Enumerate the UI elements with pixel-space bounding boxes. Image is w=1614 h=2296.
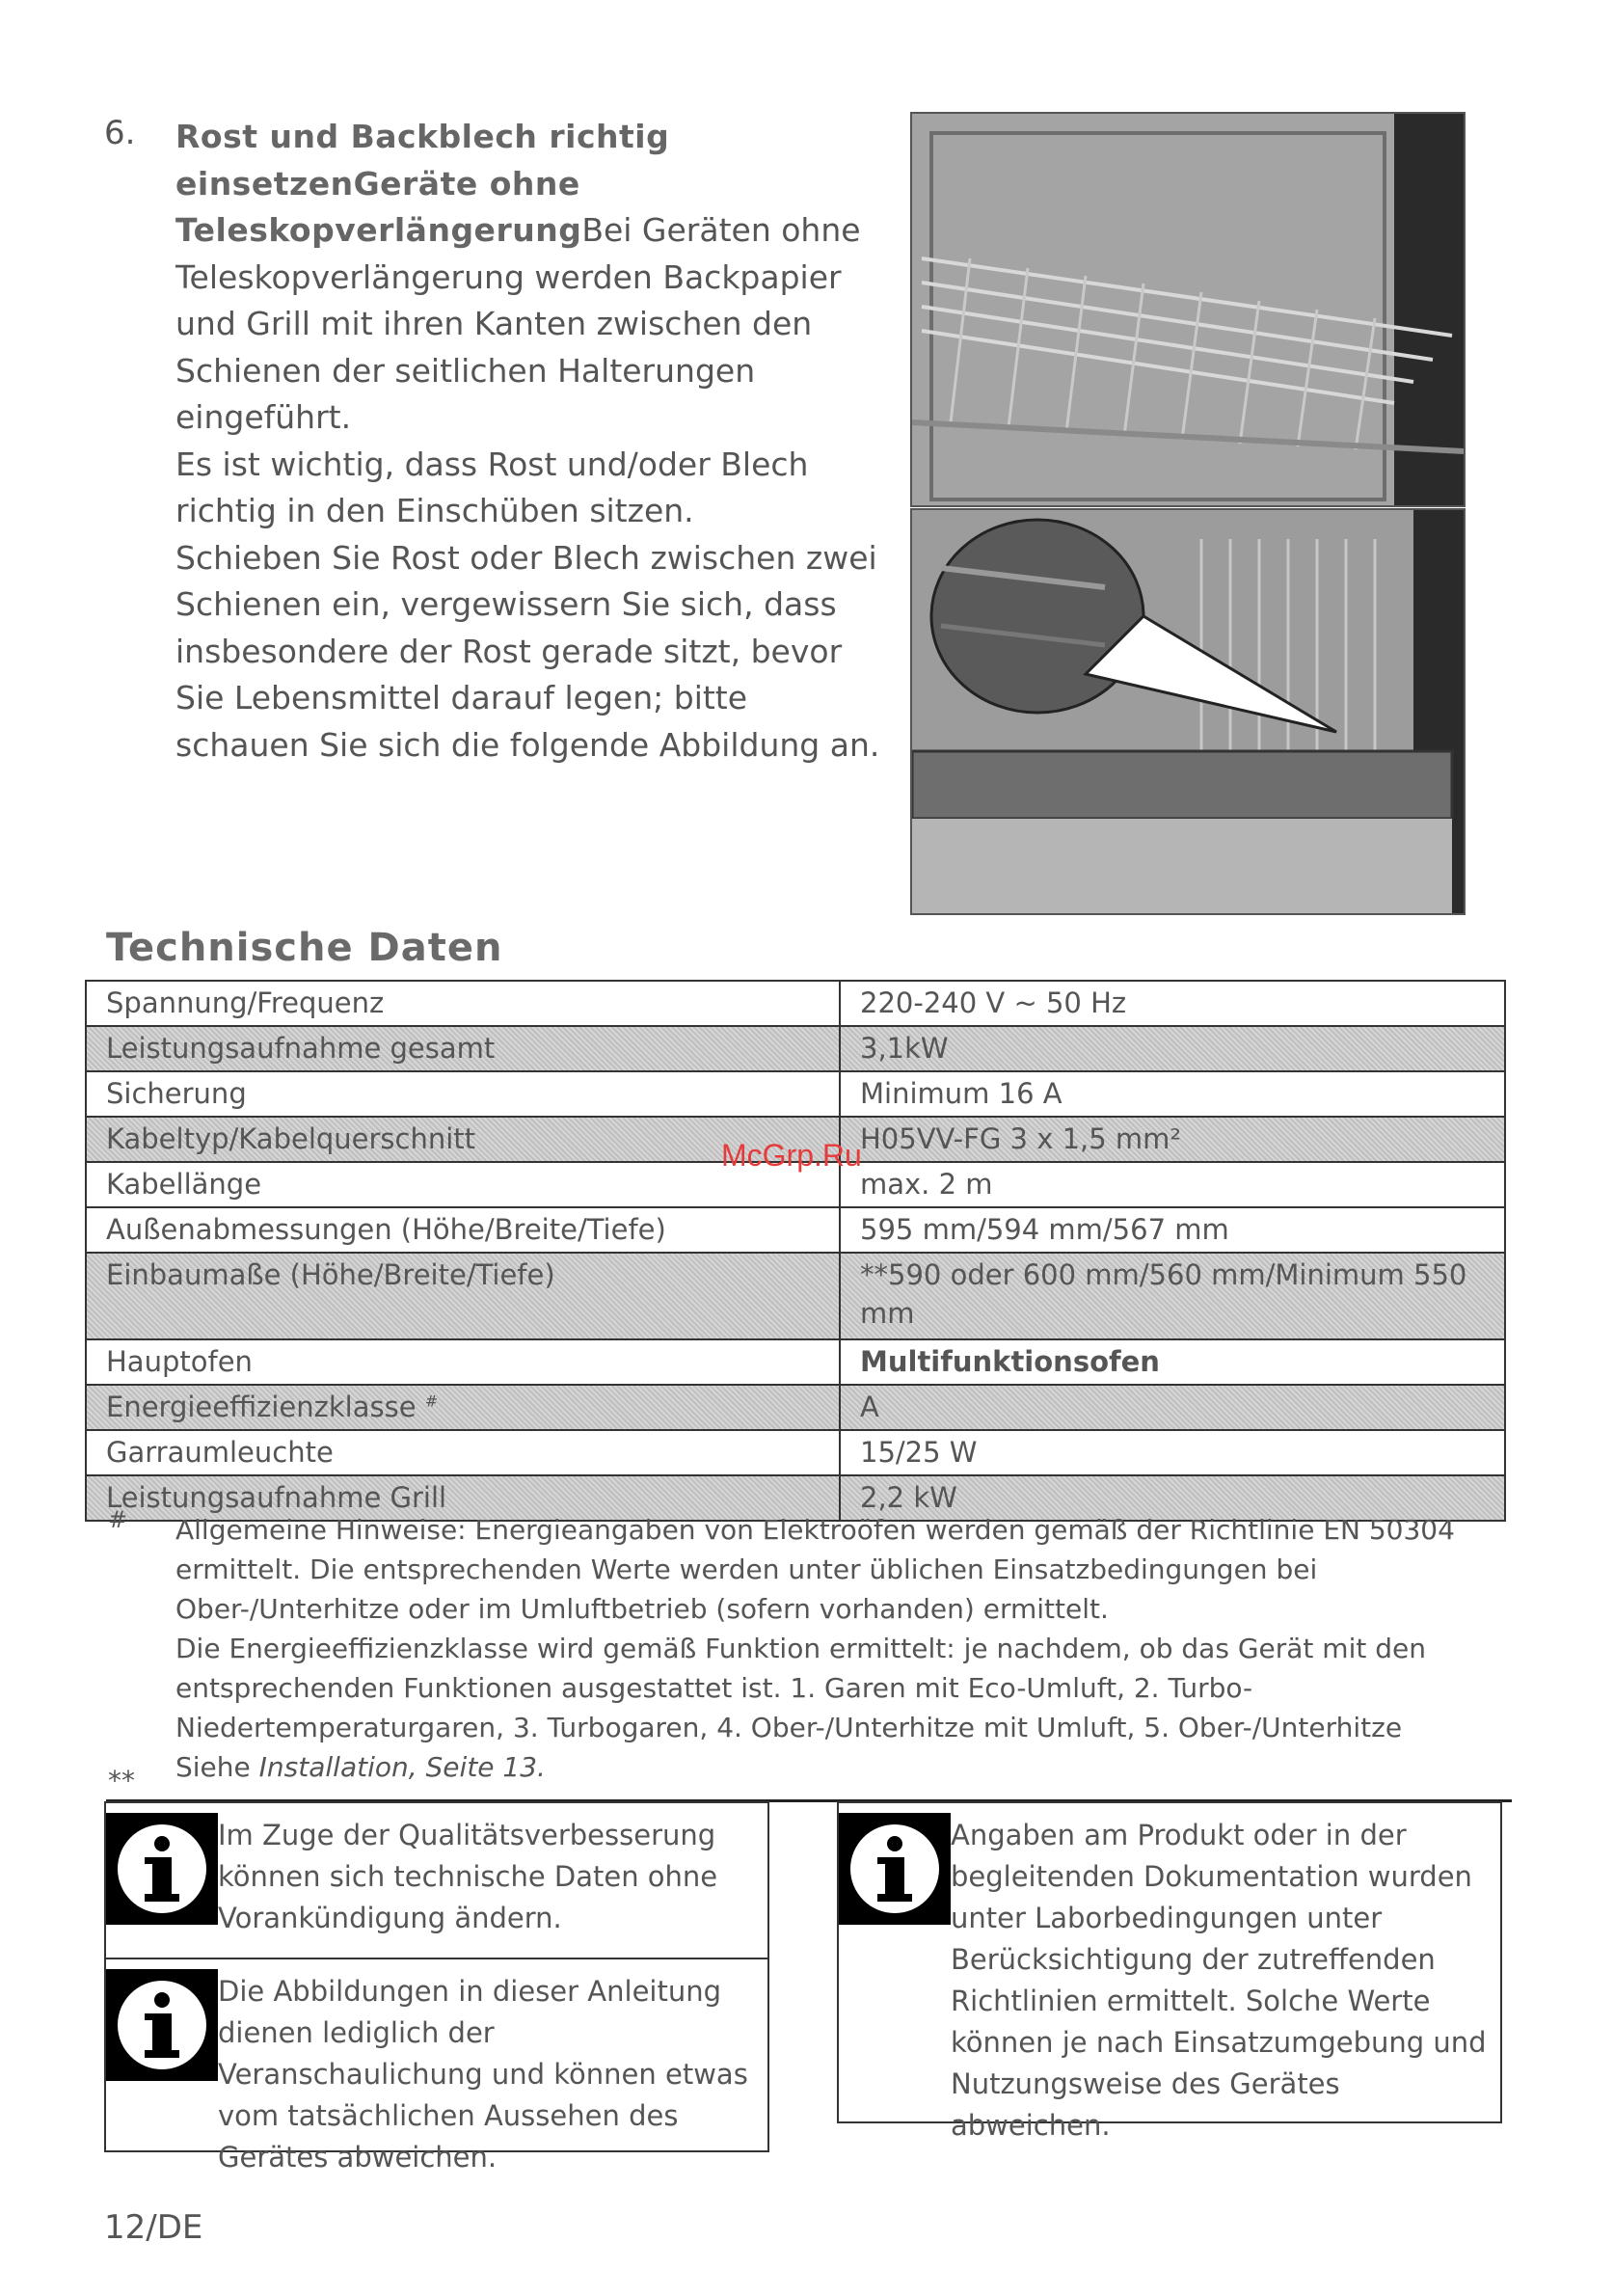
spec-value: max. 2 m	[840, 1162, 1505, 1207]
step-body-2: Es ist wichtig, dass Rost und/oder Blech richtig in den Einschüben sitzen.	[175, 445, 809, 529]
footnote-mark-hash: #	[108, 1506, 128, 1533]
step-number: 6.	[104, 114, 136, 152]
info-box-divider	[106, 1958, 767, 1959]
table-row	[86, 1253, 1505, 1339]
footnote-installation: Siehe Installation, Seite 13.	[175, 1751, 546, 1783]
spec-label: Hauptofen	[86, 1339, 840, 1385]
spec-value	[840, 1339, 1505, 1385]
step-body-1: Bei Geräten ohne Teleskopverlängerung werden Backpapier und Grill mit ihren Kanten zwischen den Schienen der seitlichen Halterungen eingeführt.	[175, 211, 861, 436]
spec-label: Einbaumaße (Höhe/Breite/Tiefe)	[86, 1253, 840, 1339]
spec-value: 2,2 kW	[840, 1475, 1505, 1521]
spec-value: 595 mm/594 mm/567 mm	[840, 1207, 1505, 1253]
spec-value: A	[840, 1385, 1505, 1430]
tech-specs-table	[85, 980, 1506, 1522]
table-row	[86, 1071, 1505, 1117]
step-body-3: Schieben Sie Rost oder Blech zwischen zwei Schienen ein, vergewissern Sie sich, dass insbesondere der Rost gerade sitzt, bevor Sie Lebensmittel darauf legen; bitte schauen Sie sich die folgende Abbildung an.	[175, 538, 880, 764]
info-box-left	[104, 1801, 769, 2174]
info-text-quality: Im Zuge der Qualitätsverbesserung können sich technische Daten ohne Vorankündigung ändern.	[218, 1819, 718, 1934]
spec-value: 3,1kW	[840, 1026, 1505, 1071]
spec-value: **590 oder 600 mm/560 mm/Minimum 550 mm	[840, 1253, 1505, 1339]
spec-label-cell	[86, 1385, 840, 1430]
spec-value-bold: Multifunktionsofen	[860, 1345, 1160, 1378]
step-title: Rost und Backblech richtig einsetzenGeräte ohne Teleskopverlängerung	[175, 118, 670, 249]
step-text	[175, 114, 889, 769]
page-number: 12/DE	[104, 2208, 203, 2247]
spec-label: Außenabmessungen (Höhe/Breite/Tiefe)	[86, 1207, 840, 1253]
spec-label: Spannung/Frequenz	[86, 981, 840, 1026]
spec-label: Kabellänge	[86, 1162, 840, 1207]
table-row	[86, 1385, 1505, 1430]
spec-label: Sicherung	[86, 1071, 840, 1117]
table-row	[86, 1207, 1505, 1253]
info-icon	[106, 1813, 218, 1925]
spec-label: Kabeltyp/Kabelquerschnitt	[86, 1117, 840, 1162]
spec-label: Garraumleuchte	[86, 1430, 840, 1475]
table-row	[86, 1339, 1505, 1385]
footnotes	[175, 1510, 1506, 1787]
table-row	[86, 1026, 1505, 1071]
footnote-general: Allgemeine Hinweise: Energieangaben von Elektroöfen werden gemäß der Richtlinie EN 50304 ermittelt. Die entsprechenden Werte werden unter üblichen Einsatzbedingungen bei Ober-/Unterhitze oder im Umluftbetrieb (sofern vorhanden) ermittelt.	[175, 1514, 1455, 1625]
spec-label: Leistungsaufnahme Grill	[86, 1475, 840, 1521]
section-title: Technische Daten	[106, 926, 503, 970]
spec-label: Leistungsaufnahme gesamt	[86, 1026, 840, 1071]
spec-label: Energieeffizienzklasse	[106, 1391, 417, 1423]
info-text-illustrations: Die Abbildungen in dieser Anleitung dienen lediglich der Veranschaulichung und können etwas vom tatsächlichen Aussehen des Gerätes abweichen.	[218, 1975, 748, 2174]
info-icon	[106, 1969, 218, 2081]
spec-value: H05VV-FG 3 x 1,5 mm²	[840, 1117, 1505, 1162]
spec-value: 15/25 W	[840, 1430, 1505, 1475]
installation-link[interactable]: Installation, Seite 13.	[258, 1751, 546, 1783]
footnote-mark: #	[424, 1391, 439, 1411]
info-box-right	[837, 1801, 1502, 2142]
table-row	[86, 1430, 1505, 1475]
info-icon	[839, 1813, 951, 1925]
table-row	[86, 981, 1505, 1026]
spec-value: 220-240 V ~ 50 Hz	[840, 981, 1505, 1026]
spec-value: Minimum 16 A	[840, 1071, 1505, 1117]
footnote-energy-class: Die Energieeffizienzklasse wird gemäß Funktion ermittelt: je nachdem, ob das Gerät mit den entsprechenden Funktionen ausgestattet ist. 1. Garen mit Eco-Umluft, 2. Turbo-Niedertemperaturgaren, 3. Turbogaren, 4. Ober-/Unterhitze mit Umluft, 5. Ober-/Unterhitze	[175, 1633, 1426, 1743]
oven-rack-photo	[910, 112, 1466, 507]
oven-tray-photo	[910, 508, 1466, 915]
info-text-lab-conditions: Angaben am Produkt oder in der begleitenden Dokumentation wurden unter Laborbedingungen unter Berücksichtigung der zutreffenden Richtlinien ermittelt. Solche Werte können je nach Einsatzumgebung und Nutzungsweise des Gerätes abweichen.	[951, 1819, 1487, 2142]
watermark: McGrp.Ru	[721, 1138, 862, 1173]
footnote-mark-double-star: **	[108, 1765, 135, 1796]
